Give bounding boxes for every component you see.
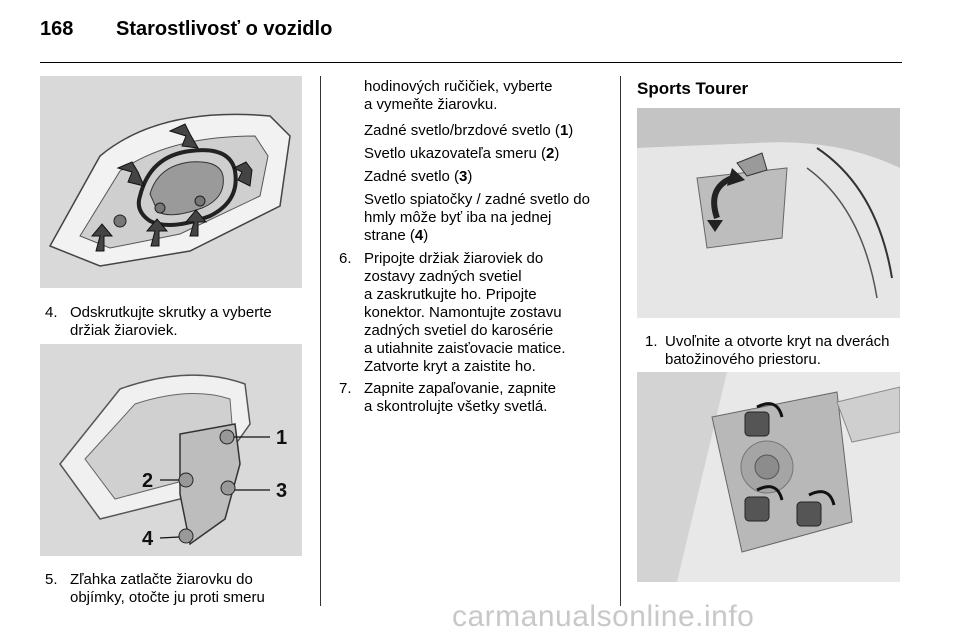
taillight-screws-figure	[40, 76, 302, 288]
step-4	[45, 304, 317, 344]
trunk-cover-figure	[637, 108, 900, 318]
text-line: hodinových ručičiek, vyberte	[364, 78, 553, 95]
callout-2: 2	[142, 470, 154, 492]
text-line: a vymeňte žiarovku.	[364, 96, 498, 113]
column-divider-1	[320, 76, 321, 606]
bulb-sockets-figure	[637, 372, 900, 582]
trunk-cover-illustration	[637, 108, 900, 318]
taillight-screws-illustration	[40, 76, 302, 288]
step-number: 7.	[339, 380, 352, 397]
step-text-line: Zľahka zatlačte žiarovku do	[70, 571, 253, 588]
step-7: 7. Zapnite zapaľovanie, zapnite a skontrolujte všetky svetlá.	[339, 380, 557, 415]
bulb-number: 3	[459, 168, 468, 185]
header-rule	[40, 62, 902, 63]
step-5-continued	[364, 78, 614, 114]
step-number: 5.	[45, 571, 58, 588]
watermark: carmanualsonline.info	[452, 600, 755, 633]
page-title: Starostlivosť o vozidlo	[116, 18, 333, 40]
callout-3: 3	[276, 480, 288, 502]
section-subheading: Sports Tourer	[637, 79, 749, 98]
step-text-line: držiak žiaroviek.	[70, 322, 178, 339]
column-divider-2	[620, 76, 621, 606]
bulb-item-4: Svetlo spiatočky / zadné svetlo do hmly môže byť iba na jednej strane (4)	[364, 191, 616, 245]
callout-4: 4	[142, 528, 154, 550]
step-text-line: Odskrutkujte skrutky a vyberte	[70, 304, 272, 321]
text-line: hmly môže byť iba na jednej	[364, 209, 552, 226]
bulb-holder-illustration	[40, 344, 302, 556]
callout-1: 1	[276, 427, 288, 449]
step-number: 6.	[339, 250, 352, 267]
step-5	[45, 571, 317, 611]
bulb-item-2: Svetlo ukazovateľa smeru (2)	[364, 145, 560, 162]
bulb-number: 1	[559, 122, 569, 139]
bulb-item-3: Zadné svetlo (3)	[364, 168, 473, 185]
step-number: 1.	[645, 333, 658, 350]
bulb-sockets-illustration	[637, 372, 900, 582]
page-number: 168	[40, 18, 74, 40]
text-line: Svetlo spiatočky / zadné svetlo do	[364, 191, 590, 208]
step-text-line: objímky, otočte ju proti smeru	[70, 589, 265, 606]
bulb-item-1: Zadné svetlo/brzdové svetlo (1)	[364, 122, 574, 139]
bulb-number: 4	[414, 227, 424, 244]
bulb-holder-figure	[40, 344, 302, 556]
step-number: 4.	[45, 304, 58, 321]
step-6: 6. Pripojte držiak žiaroviek do zostavy zadných svetiel a zaskrutkujte ho. Pripojte konektor. Namontujte zostavu zadných svetiel do karosérie a utiahnite zaisťovacie matice. Zatvorte kryt a zaistite ho.	[339, 250, 566, 375]
step-1: 1. Uvoľnite a otvorte kryt na dverách batožinového priestoru.	[645, 333, 890, 368]
bulb-number: 2	[545, 145, 555, 162]
